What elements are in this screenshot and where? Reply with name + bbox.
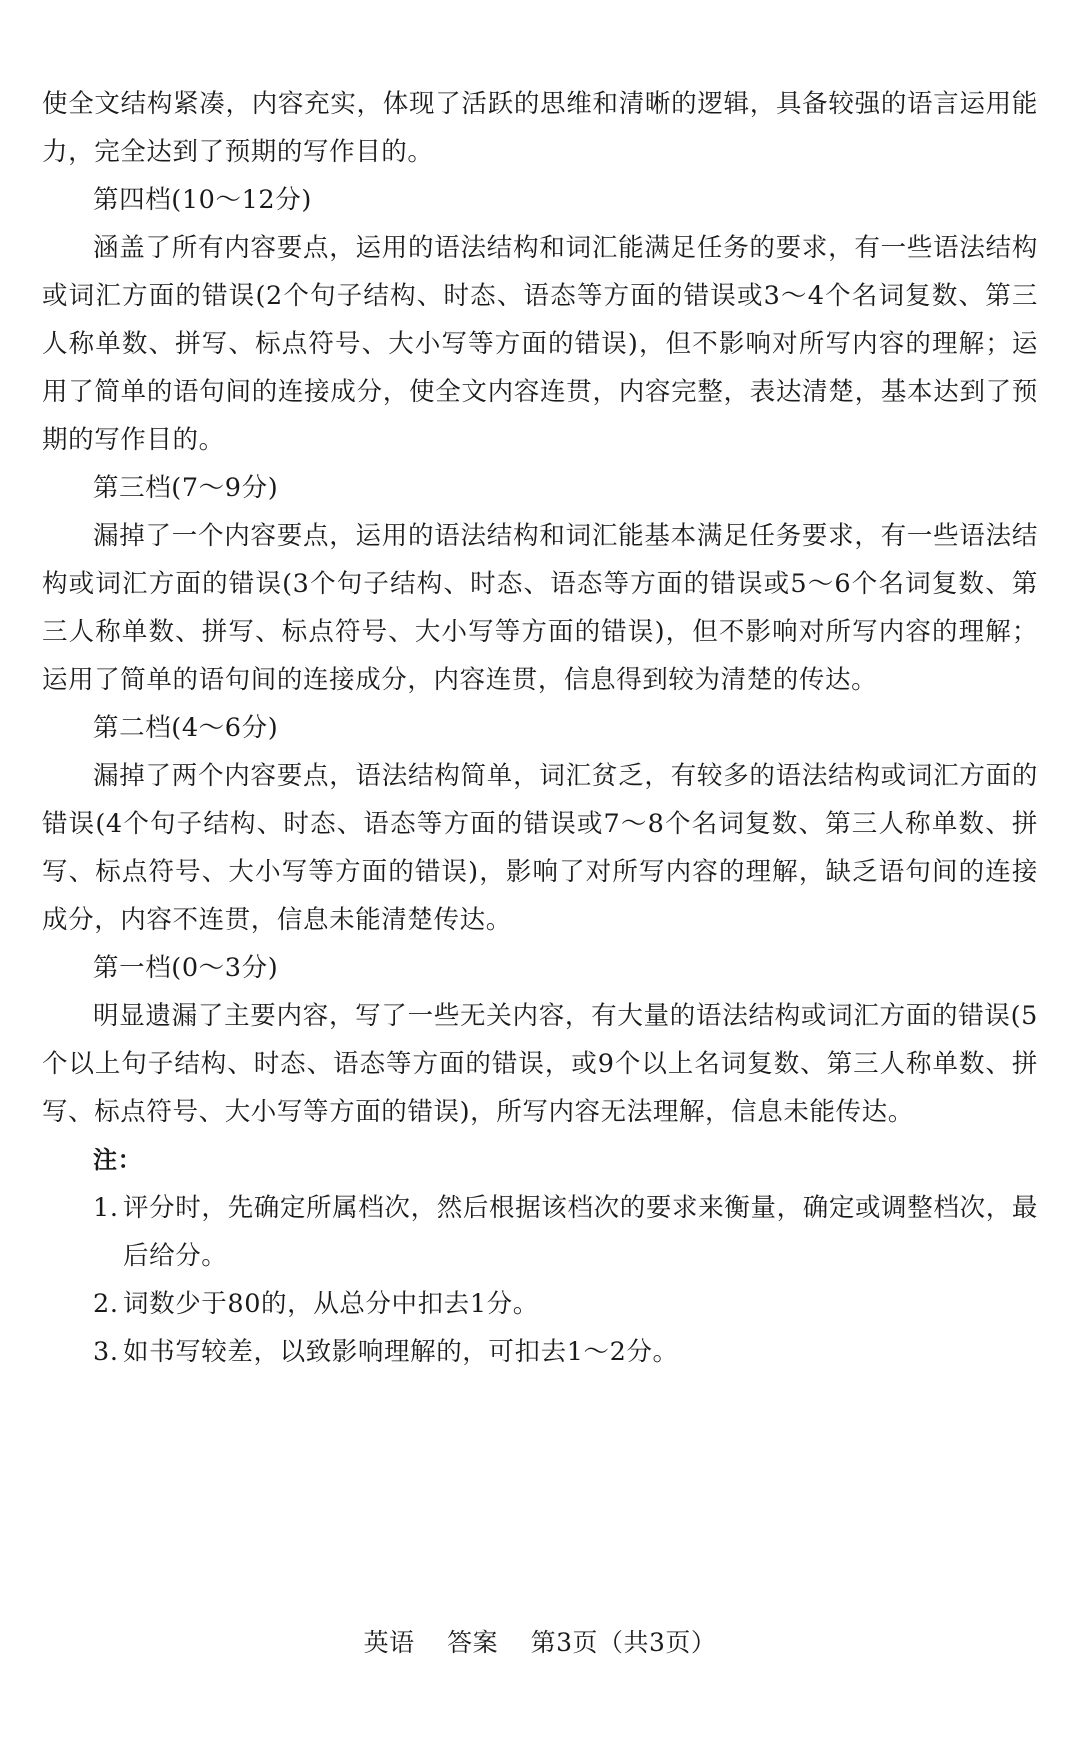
- footer-page-number: 第3页（共3页）: [530, 1628, 717, 1657]
- level2-heading: 第二档(4～6分): [93, 713, 279, 743]
- note-text: 评分时，先确定所属档次，然后根据该档次的要求来衡量，确定或调整档次，最后给分。: [123, 1193, 1038, 1271]
- footer-kind: 答案: [447, 1628, 499, 1657]
- level3-text: 漏掉了一个内容要点，运用的语法结构和词汇能基本满足任务要求，有一些语法结构或词汇方面的错误(3个句子结构、时态、语态等方面的错误或5～6个名词复数、第三人称单数、拼写、标点符号、大小写等方面的错误)，但不影响对所写内容的理解；运用了简单的语句间的连接成分，内容连贯，信息得到较为清楚的传达。: [42, 521, 1038, 695]
- note-text: 词数少于80的，从总分中扣去1分。: [123, 1289, 539, 1319]
- level1-text: 明显遗漏了主要内容，写了一些无关内容，有大量的语法结构或词汇方面的错误(5个以上句子结构、时态、语态等方面的错误，或9个以上名词复数、第三人称单数、拼写、标点符号、大小写等方面的错误)，所写内容无法理解，信息未能传达。: [42, 1001, 1038, 1127]
- note-text: 如书写较差，以致影响理解的，可扣去1～2分。: [123, 1337, 679, 1367]
- level4-heading: 第四档(10～12分): [93, 185, 312, 215]
- page-footer: [0, 1623, 1080, 1659]
- level1-heading: 第一档(0～3分): [93, 953, 279, 983]
- note-item: [42, 1328, 1038, 1376]
- answer-document: [42, 80, 1038, 1376]
- note-number: 1.: [93, 1193, 119, 1223]
- note-number: 2.: [93, 1289, 119, 1319]
- level3-heading: 第三档(7～9分): [93, 473, 279, 503]
- footer-subject: 英语: [363, 1628, 415, 1657]
- note-item: [42, 1184, 1038, 1280]
- note-number: 3.: [93, 1337, 119, 1367]
- note-item: [42, 1280, 1038, 1328]
- notes-title: 注：: [93, 1146, 143, 1174]
- level4-text: 涵盖了所有内容要点，运用的语法结构和词汇能满足任务的要求，有一些语法结构或词汇方面的错误(2个句子结构、时态、语态等方面的错误或3～4个名词复数、第三人称单数、拼写、标点符号、大小写等方面的错误)，但不影响对所写内容的理解；运用了简单的语句间的连接成分，使全文内容连贯，内容完整，表达清楚，基本达到了预期的写作目的。: [42, 233, 1038, 455]
- intro-continuation: 使全文结构紧凑，内容充实，体现了活跃的思维和清晰的逻辑，具备较强的语言运用能力，完全达到了预期的写作目的。: [42, 89, 1038, 167]
- level2-text: 漏掉了两个内容要点，语法结构简单，词汇贫乏，有较多的语法结构或词汇方面的错误(4个句子结构、时态、语态等方面的错误或7～8个名词复数、第三人称单数、拼写、标点符号、大小写等方面的错误)，影响了对所写内容的理解，缺乏语句间的连接成分，内容不连贯，信息未能清楚传达。: [42, 761, 1038, 935]
